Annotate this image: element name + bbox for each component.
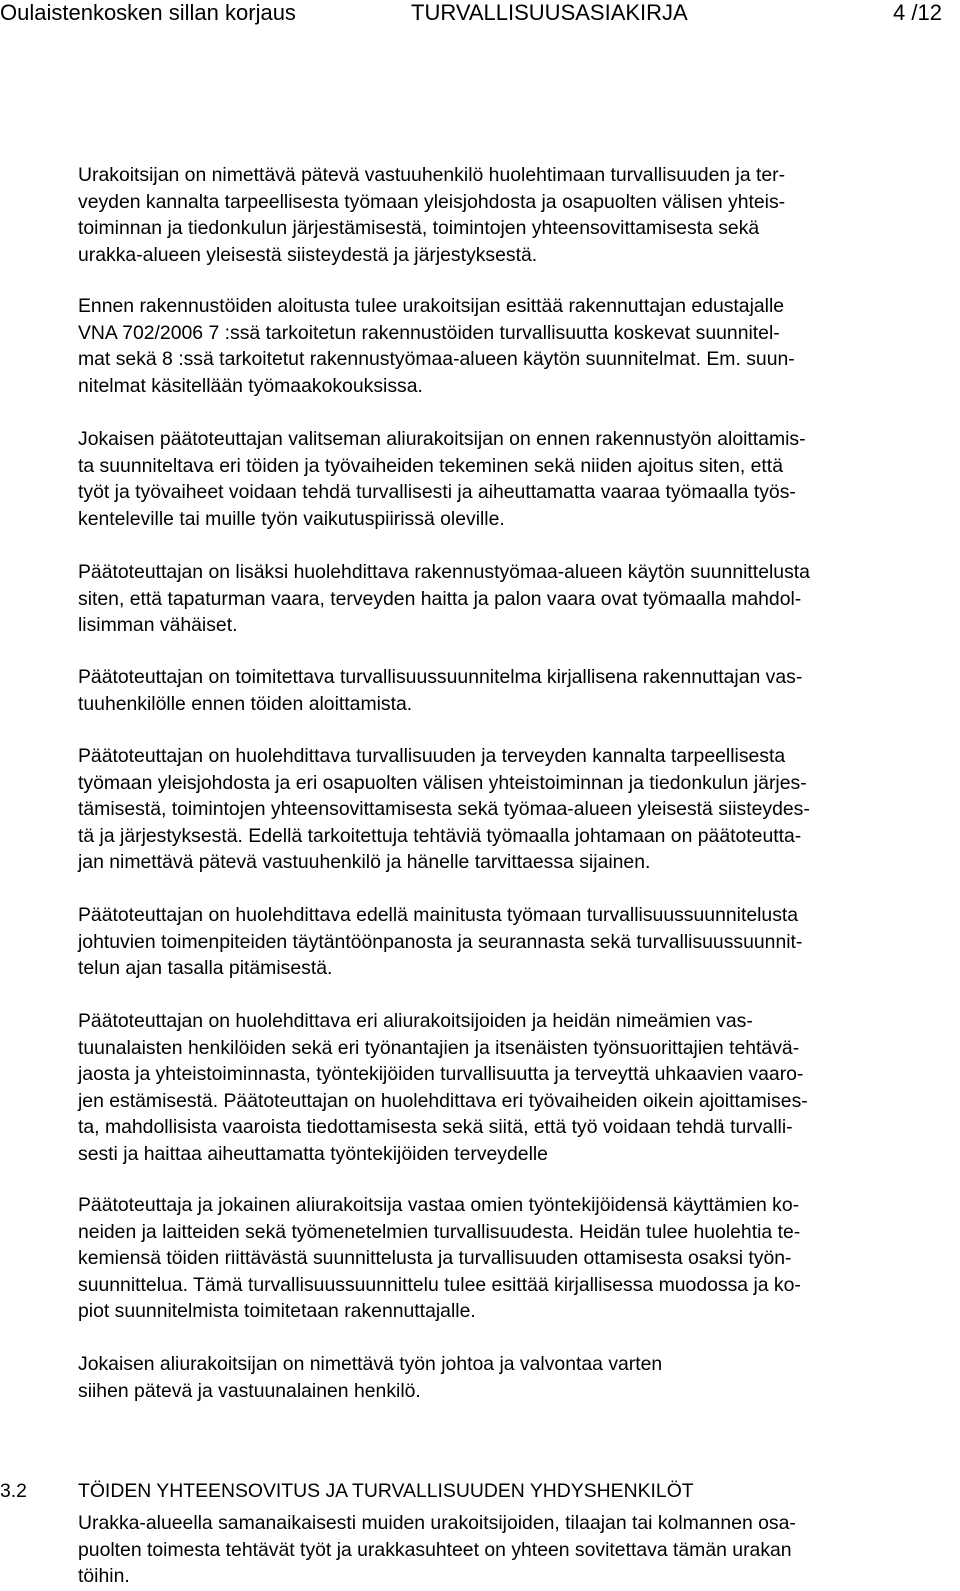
paragraph-line: urakka-alueen yleisestä siisteydestä ja järjestyksestä. (78, 243, 538, 266)
paragraph-line: VNA 702/2006 7 :ssä tarkoitetun rakennustöiden turvallisuutta koskevat suunnitel- (78, 321, 780, 344)
paragraph-line: Päätoteuttajan on huolehdittava eri aliurakoitsijoiden ja heidän nimeämien vas- (78, 1010, 753, 1032)
paragraph-line: Päätoteuttajan on huolehdittava edellä mainitusta työmaan turvallisuussuunnitelusta (78, 904, 799, 926)
paragraph-line: siihen pätevä ja vastuunalainen henkilö. (78, 1379, 421, 1402)
paragraph-line: suunnittelua. Tämä turvallisuussuunnittelu tulee esittää kirjallisessa muodossa ja ko- (78, 1273, 801, 1296)
paragraph-line: Päätoteuttajan on huolehdittava turvallisuuden ja terveyden kannalta tarpeellisesta (78, 745, 786, 767)
paragraph-line: Päätoteuttaja ja jokainen aliurakoitsija vastaa omien työntekijöidensä käyttämien ko- (78, 1194, 800, 1216)
paragraph-line: tä ja järjestyksestä. Edellä tarkoitettuja tehtäviä työmaalla johtamaan on päätoteutta- (78, 824, 802, 847)
paragraph-line: töihin. (78, 1565, 130, 1587)
section-title: TÖIDEN YHTEENSOVITUS JA TURVALLISUUDEN YHDYSHENKILÖT (78, 1480, 694, 1502)
paragraph-line: työt ja työvaiheet voidaan tehdä turvallisesti ja aiheuttamatta vaaraa työmaalla työs- (78, 481, 796, 503)
paragraph-line: ta, mahdollisista vaaroista tiedottamisesta sekä siitä, että työ voidaan tehdä turvalli- (78, 1116, 793, 1138)
paragraph-line: puolten toimesta tehtävät työt ja urakkasuhteet on yhteen sovitettava tämän urakan (78, 1538, 792, 1561)
paragraph-line: lisimman vähäiset. (78, 614, 238, 636)
paragraph-10 (78, 1351, 662, 1404)
paragraph-line: neiden ja laitteiden sekä työmenetelmien turvallisuudesta. Heidän tulee huolehtia te- (78, 1220, 801, 1243)
paragraph-line: siten, että tapaturman vaara, terveyden haitta ja palon vaara ovat työmaalla mahdol- (78, 587, 802, 610)
document-type: TURVALLISUUSASIAKIRJA (411, 0, 688, 25)
paragraph-line: Urakka-alueella samanaikaisesti muiden urakoitsijoiden, tilaajan tai kolmannen osa- (78, 1512, 796, 1534)
paragraph-line: piot suunnitelmista toimitetaan rakennuttajalle. (78, 1300, 476, 1322)
paragraph-6 (78, 743, 810, 876)
paragraph-line: Päätoteuttajan on toimitettava turvallisuussuunnitelma kirjallisena rakennuttajan vas- (78, 666, 803, 688)
paragraph-line: kemiensä töiden riittävästä suunnittelusta ja turvallisuuden ottamisesta osaksi työn- (78, 1247, 792, 1269)
paragraph-line: jan nimettävä pätevä vastuuhenkilö ja hänelle tarvittaessa sijainen. (78, 851, 651, 873)
paragraph-line: työmaan yleisjohdosta ja eri osapuolten välisen yhteistoiminnan ja tiedonkulun järjes- (78, 771, 807, 794)
paragraph-line: Jokaisen päätoteuttajan valitseman aliurakoitsijan on ennen rakennustyön aloittamis- (78, 428, 806, 450)
paragraph-4 (78, 559, 810, 639)
paragraph-line: Urakoitsijan on nimettävä pätevä vastuuhenkilö huolehtimaan turvallisuuden ja ter- (78, 164, 786, 186)
section-paragraph (78, 1510, 796, 1590)
paragraph-2 (78, 293, 795, 399)
paragraph-1 (78, 162, 785, 268)
paragraph-5 (78, 664, 802, 717)
paragraph-line: Päätoteuttajan on lisäksi huolehdittava rakennustyömaa-alueen käytön suunnittelusta (78, 561, 810, 583)
paragraph-line: toiminnan ja tiedonkulun järjestämisestä, toimintojen yhteensovittamisesta sekä (78, 217, 760, 239)
document-title: Oulaistenkosken sillan korjaus (0, 0, 296, 25)
paragraph-line: telun ajan tasalla pitämisestä. (78, 957, 333, 979)
paragraph-line: kenteleville tai muille työn vaikutuspiirissä oleville. (78, 507, 505, 530)
page-number: 4 /12 (893, 0, 942, 25)
paragraph-3 (78, 426, 806, 532)
paragraph-8 (78, 1008, 808, 1167)
paragraph-line: tämisestä, toimintojen yhteensovittamisesta sekä työmaa-alueen yleisestä siisteydes- (78, 798, 810, 820)
paragraph-line: jaosta ja yhteistoiminnasta, työntekijöiden turvallisuutta ja terveyttä uhkaavien vaaro- (78, 1063, 804, 1085)
paragraph-line: jen estämisestä. Päätoteuttajan on huolehdittava eri työvaiheiden oikein ajoittamises- (78, 1089, 808, 1112)
paragraph-line: johtuvien toimenpiteiden täytäntöönpanosta ja seurannasta sekä turvallisuussuunnit- (78, 930, 803, 953)
paragraph-line: sesti ja haittaa aiheuttamatta työntekijöiden terveydelle (78, 1142, 548, 1165)
paragraph-line: tuuhenkilölle ennen töiden aloittamista. (78, 692, 413, 715)
paragraph-line: tuunalaisten henkilöiden sekä eri työnantajien ja itsenäisten työnsuorittajien tehtävä- (78, 1036, 800, 1059)
page-header (0, 0, 960, 26)
paragraph-7 (78, 902, 802, 982)
paragraph-line: Jokaisen aliurakoitsijan on nimettävä työn johtoa ja valvontaa varten (78, 1353, 663, 1375)
paragraph-line: nitelmat käsitellään työmaakokouksissa. (78, 374, 423, 397)
paragraph-line: ta suunniteltava eri töiden ja työvaiheiden tekeminen sekä niiden ajoitus siten, että (78, 454, 783, 477)
paragraph-line: veyden kannalta tarpeellisesta työmaan yleisjohdosta ja osapuolten välisen yhteis- (78, 190, 786, 213)
paragraph-line: mat sekä 8 :ssä tarkoitetut rakennustyömaa-alueen käytön suunnitelmat. Em. suun- (78, 348, 795, 370)
paragraph-9 (78, 1192, 801, 1325)
paragraph-line: Ennen rakennustöiden aloitusta tulee urakoitsijan esittää rakennuttajan edustajalle (78, 295, 785, 317)
section-number: 3.2 (0, 1480, 27, 1502)
